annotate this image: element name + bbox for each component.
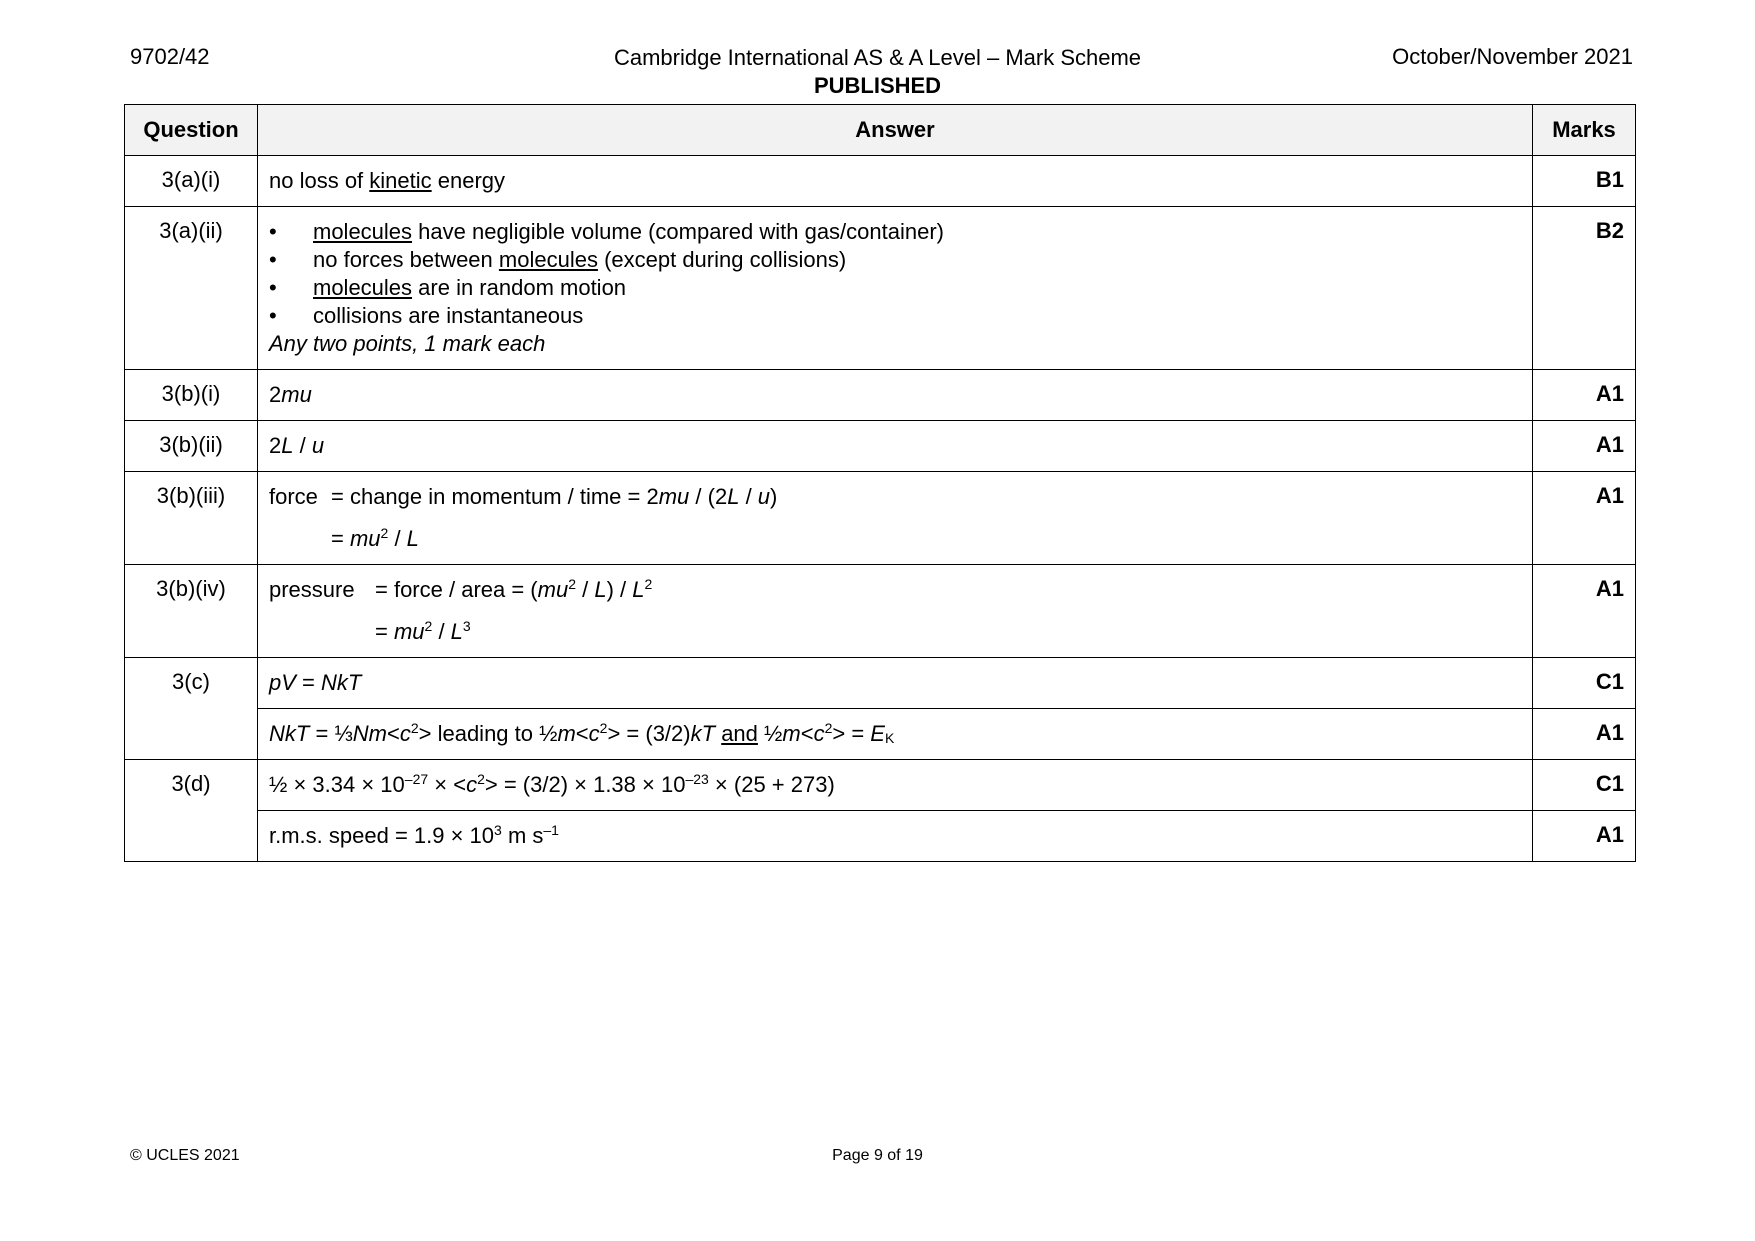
marks-cell: A1: [1533, 565, 1636, 658]
table-row: [125, 811, 1636, 862]
column-header-marks: Marks: [1533, 105, 1636, 156]
answer-text: NkT = $\frac{1}{3}Nm<c^2>$ leading to $\frac{1}{2}m<c^2> = (3/2)kT$ and $\frac{1}{2}m<c^2> = E_K$: [269, 720, 895, 746]
document-title: Cambridge International AS & A Level – Mark Scheme: [613, 45, 1142, 70]
answer-cell: [258, 565, 1533, 658]
equation-line: pressure = force / area = $(mu^2 / L) / L^2$: [269, 576, 653, 602]
answer-cell: [258, 421, 1533, 472]
equation-line: = $mu^2$ / L: [331, 525, 419, 551]
marks-cell: B1: [1533, 156, 1636, 207]
column-header-answer: Answer: [258, 105, 1533, 156]
paper-code: 9702/42: [130, 44, 210, 69]
marks-cell: A1: [1533, 811, 1636, 862]
page-number: Page 9 of 19: [832, 1147, 923, 1164]
table-header-row: [125, 105, 1636, 156]
question-number: 3(c): [125, 658, 258, 760]
question-number: 3(b)(i): [125, 370, 258, 421]
exam-session: October/November 2021: [1392, 44, 1633, 69]
marks-cell: A1: [1533, 472, 1636, 565]
question-number: 3(b)(iv): [125, 565, 258, 658]
answer-text: r.m.s. speed = $1.9 \times 10^3$ m $s^{-1}$: [269, 822, 559, 848]
answer-cell: [258, 156, 1533, 207]
table-row: [125, 565, 1636, 658]
answer-cell: [258, 811, 1533, 862]
mark-scheme-table: [124, 104, 1636, 862]
copyright: © UCLES 2021: [130, 1147, 240, 1164]
marks-cell: A1: [1533, 421, 1636, 472]
table-row: [125, 207, 1636, 370]
question-number: 3(a)(ii): [125, 207, 258, 370]
table-row: [125, 421, 1636, 472]
table-row: [125, 370, 1636, 421]
list-item: • molecules have negligible volume (compared with gas/container): [269, 218, 1521, 246]
list-item: • no forces between molecules (except during collisions): [269, 246, 1521, 274]
table-row: [125, 709, 1636, 760]
answer-text: 2L / u: [269, 433, 325, 458]
column-header-question: Question: [125, 105, 258, 156]
answer-text: ½ × $3.34 \times 10^{-27} \times <c^2> = (3/2) \times 1.38 \times 10^{-23} \times (25 + 273)$: [269, 771, 835, 797]
answer-text: pV = NkT: [269, 670, 362, 695]
table-row: [125, 472, 1636, 565]
question-number: 3(d): [125, 760, 258, 862]
answer-cell: [258, 709, 1533, 760]
answer-cell: [258, 207, 1533, 370]
question-number: 3(b)(iii): [125, 472, 258, 565]
marks-cell: A1: [1533, 709, 1636, 760]
table-row: [125, 760, 1636, 811]
marks-cell: B2: [1533, 207, 1636, 370]
table-row: [125, 658, 1636, 709]
answer-text: no loss of kinetic energy: [269, 168, 506, 193]
answer-text: 2mu: [269, 382, 312, 407]
list-item: • molecules are in random motion: [269, 274, 1521, 302]
answer-cell: [258, 760, 1533, 811]
question-number: 3(a)(i): [125, 156, 258, 207]
marks-cell: A1: [1533, 370, 1636, 421]
answer-bullet-list: [269, 218, 1521, 330]
marking-note: Any two points, 1 mark each: [269, 331, 546, 356]
answer-cell: [258, 472, 1533, 565]
marks-cell: C1: [1533, 760, 1636, 811]
equation-line: = $mu^2 / L^3$: [375, 618, 471, 644]
equation-line: force = change in momentum / time = 2mu / (2L / u): [269, 484, 778, 509]
published-label: PUBLISHED: [813, 73, 942, 98]
marks-cell: C1: [1533, 658, 1636, 709]
answer-cell: [258, 658, 1533, 709]
table-row: [125, 156, 1636, 207]
question-number: 3(b)(ii): [125, 421, 258, 472]
list-item: • collisions are instantaneous: [269, 302, 1521, 330]
answer-cell: [258, 370, 1533, 421]
